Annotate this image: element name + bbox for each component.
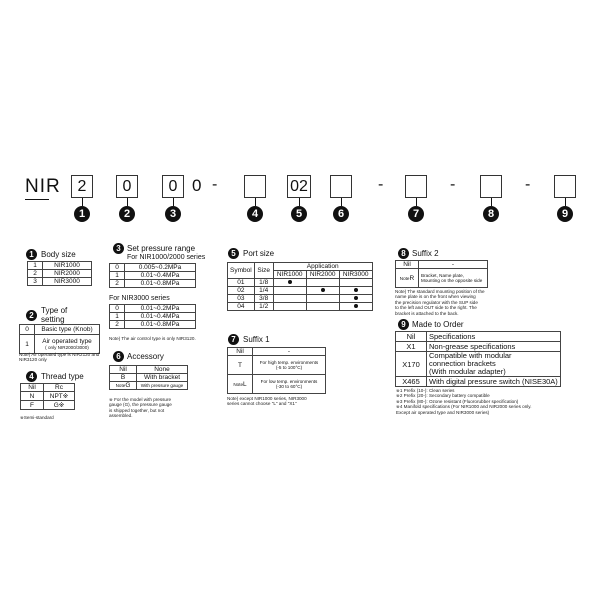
note-prefix: Note (115, 383, 126, 388)
cell: Nil (396, 332, 427, 342)
section-marker-5: 5 (228, 248, 239, 259)
table-row (110, 366, 188, 374)
marker-4: 4 (247, 206, 263, 222)
cell-application (339, 295, 372, 303)
cell: 0.01~0.4MPa (125, 313, 196, 321)
connector-line (299, 198, 300, 206)
cell: For high temp. environments (-5 to 100°C) (253, 356, 326, 375)
cell-code: R (409, 274, 415, 282)
cell-application (306, 279, 339, 287)
marker-8: 8 (483, 206, 499, 222)
code-box-setting: 0 (116, 175, 138, 198)
cell: 0.01~0.4MPa (125, 272, 196, 280)
table-row (228, 356, 326, 375)
code-box-accessory (330, 175, 352, 198)
section-marker-1: 1 (26, 249, 37, 260)
cell: X170 (396, 352, 427, 377)
cell-code: G (125, 382, 131, 389)
cell-sub: ( only NIR2000/3000) (45, 345, 89, 350)
cell-application (339, 279, 372, 287)
pressure-table-2 (109, 304, 196, 329)
table-row (110, 313, 196, 321)
table-row (228, 279, 373, 287)
table-row (228, 295, 373, 303)
mto-title: Made to Order (412, 320, 464, 329)
section-marker-3: 3 (113, 243, 124, 254)
prefix-underline (25, 199, 49, 200)
connector-line (127, 198, 128, 206)
section-marker-8: 8 (398, 248, 409, 259)
cell-symbol: 02 (228, 287, 255, 295)
setting-table (19, 324, 100, 354)
cell: 0.01~0.8MPa (125, 321, 196, 329)
cell: 1 (110, 313, 125, 321)
table-row (396, 261, 488, 269)
table-row (21, 401, 75, 410)
cell (396, 269, 419, 288)
cell-application (273, 279, 306, 287)
cell: 0 (110, 264, 125, 272)
header-app: NIR2000 (306, 271, 339, 279)
suffix2-table (395, 260, 488, 288)
cell (110, 382, 137, 390)
header-size: Size (254, 263, 273, 279)
cell-application (273, 287, 306, 295)
table-row (28, 262, 92, 270)
cell: - (419, 261, 488, 269)
code-box-suffix2 (480, 175, 502, 198)
pressure-subtitle-1: For NIR1000/2000 series (127, 254, 206, 261)
pressure-title: Set pressure range (127, 244, 196, 253)
connector-line (565, 198, 566, 206)
availability-dot (321, 288, 325, 292)
cell: NIR3000 (43, 278, 92, 286)
table-row (28, 270, 92, 278)
header-app: NIR1000 (273, 271, 306, 279)
cell: NPT※ (44, 392, 75, 401)
cell: 1 (110, 272, 125, 280)
table-row (20, 335, 100, 354)
code-fixed-digit: 0 (192, 176, 202, 195)
body-size-title: Body size (41, 250, 76, 259)
connector-line (82, 198, 83, 206)
code-dash: - (525, 176, 531, 193)
table-row (228, 375, 326, 394)
table-row (396, 342, 561, 352)
cell-size: 1/4 (254, 287, 273, 295)
thread-table (20, 383, 75, 410)
section-marker-4: 4 (26, 371, 37, 382)
section-marker-2: 2 (26, 310, 37, 321)
table-row (396, 269, 488, 288)
marker-2: 2 (119, 206, 135, 222)
cell-application (339, 303, 372, 311)
note-prefix: Note (233, 381, 244, 387)
table-row (110, 374, 188, 382)
pressure-table-1 (109, 263, 196, 288)
cell (35, 335, 100, 354)
marker-6: 6 (333, 206, 349, 222)
connector-line (255, 198, 256, 206)
cell: None (137, 366, 188, 374)
cell: Nil (228, 348, 253, 356)
table-row (28, 278, 92, 286)
table-row (110, 272, 196, 280)
table-row (396, 352, 561, 377)
cell: X465 (396, 377, 427, 387)
cell: With bracket (137, 374, 188, 382)
port-title: Port size (243, 249, 275, 258)
table-row (110, 264, 196, 272)
availability-dot (354, 304, 358, 308)
availability-dot (288, 280, 292, 284)
table-row (110, 305, 196, 313)
cell: Nil (21, 384, 44, 392)
cell: Basic type (Knob) (35, 325, 100, 335)
setting-note: Note) Air operated type is NIR2120 and NIR3120 only (19, 352, 100, 363)
cell-application (273, 295, 306, 303)
table-row (21, 384, 75, 392)
cell: For low temp. environments (-30 to 60°C) (253, 375, 326, 394)
cell: 2 (110, 321, 125, 329)
code-box-body-size: 2 (71, 175, 93, 198)
mto-table (395, 331, 561, 387)
thread-title: Thread type (41, 372, 84, 381)
accessory-title: Accessory (127, 352, 164, 361)
table-row (110, 382, 188, 390)
suffix2-note: Note) The standard mounting position of the name plate is on the front when viewing the precision regulator with the SUP side to the left and OUT side to the right. The bracket is attached to the back. (395, 289, 485, 316)
cell: 2 (28, 270, 43, 278)
table-row (228, 348, 326, 356)
cell: 1 (28, 262, 43, 270)
table-header-row (228, 263, 373, 271)
cell: Rc (44, 384, 75, 392)
accessory-note: ※ For the model with pressure gauge (G), the pressure gauge is shipped together, but not assembled. (109, 397, 172, 419)
thread-note: ※Semi-standard (20, 415, 54, 420)
table-row (396, 332, 561, 342)
code-box-port: 02 (287, 175, 311, 198)
code-box-made-to-order (554, 175, 576, 198)
section-marker-9: 9 (398, 319, 409, 330)
model-prefix: NIR (25, 176, 61, 197)
marker-5: 5 (291, 206, 307, 222)
cell-application (306, 303, 339, 311)
connector-line (491, 198, 492, 206)
cell: 0 (110, 305, 125, 313)
marker-7: 7 (408, 206, 424, 222)
port-table (227, 262, 373, 311)
setting-title: Type of setting (41, 306, 68, 324)
cell-application (273, 303, 306, 311)
cell: 2 (110, 280, 125, 288)
cell: With digital pressure switch (NISE30A) (427, 377, 561, 387)
suffix2-title: Suffix 2 (412, 249, 439, 258)
note-prefix: Note (399, 275, 410, 281)
cell: F (21, 401, 44, 410)
cell: Bracket, Name plate, Mounting on the opposite side (419, 269, 488, 288)
availability-dot (354, 288, 358, 292)
cell-application (306, 287, 339, 295)
code-dash: - (450, 176, 456, 193)
cell: X1 (396, 342, 427, 352)
cell-size: 1/2 (254, 303, 273, 311)
connector-line (341, 198, 342, 206)
pressure-note: Note) The air control type is only NIR3120. (109, 336, 196, 341)
cell: 0 (20, 325, 35, 335)
table-row (110, 280, 196, 288)
cell-application (339, 287, 372, 295)
connector-line (416, 198, 417, 206)
cell (228, 375, 253, 394)
cell: Nil (396, 261, 419, 269)
cell: N (21, 392, 44, 401)
cell-application (306, 295, 339, 303)
table-row (110, 321, 196, 329)
code-box-thread (244, 175, 266, 198)
code-dash: - (212, 176, 218, 193)
marker-1: 1 (74, 206, 90, 222)
cell: 3 (28, 278, 43, 286)
code-box-pressure: 0 (162, 175, 184, 198)
suffix1-title: Suffix 1 (243, 335, 270, 344)
table-row (228, 303, 373, 311)
body-size-table (27, 261, 92, 286)
section-marker-7: 7 (228, 334, 239, 345)
cell: G※ (44, 401, 75, 410)
cell: T (228, 356, 253, 375)
header-application: Application (273, 263, 372, 271)
cell: Nil (110, 366, 137, 374)
cell-size: 1/8 (254, 279, 273, 287)
marker-3: 3 (165, 206, 181, 222)
cell-main: Air operated type (42, 338, 92, 345)
cell: NIR1000 (43, 262, 92, 270)
cell: 0.01~0.2MPa (125, 305, 196, 313)
table-row (396, 377, 561, 387)
header-app: NIR3000 (339, 271, 372, 279)
marker-9: 9 (557, 206, 573, 222)
table-row (21, 392, 75, 401)
cell-code: L (243, 380, 247, 388)
suffix1-table (227, 347, 326, 394)
table-row (20, 325, 100, 335)
cell: - (253, 348, 326, 356)
cell-symbol: 03 (228, 295, 255, 303)
code-dash: - (378, 176, 384, 193)
cell: 0.005~0.2MPa (125, 264, 196, 272)
accessory-table (109, 365, 188, 390)
cell: B (110, 374, 137, 382)
cell: Non-grease specifications (427, 342, 561, 352)
table-row (228, 287, 373, 295)
cell: Compatible with modular connection brackets (With modular adapter) (427, 352, 561, 377)
availability-dot (354, 296, 358, 300)
pressure-subtitle-2: For NIR3000 series (109, 295, 170, 302)
connector-line (173, 198, 174, 206)
cell-symbol: 04 (228, 303, 255, 311)
cell: Specifications (427, 332, 561, 342)
cell-size: 3/8 (254, 295, 273, 303)
cell: 0.01~0.8MPa (125, 280, 196, 288)
section-marker-6: 6 (113, 351, 124, 362)
cell-symbol: 01 (228, 279, 255, 287)
cell: 1 (20, 335, 35, 354)
header-symbol: Symbol (228, 263, 255, 279)
suffix1-note: Note) except NIR1000 series, NIR3000 series cannot choose "L" and "X1" (227, 396, 307, 407)
cell: NIR2000 (43, 270, 92, 278)
mto-notes: ※1 Prefix (10-): Clean series ※2 Prefix (20-): Secondary battery compatible ※3 Prefix (80-): Ozone resistant (Fluororubber specification) ※4 Manifold specifications (For NIR1000 and NIR2000 series only. Except air operated type and NIR3000 series) (396, 388, 532, 415)
cell: With pressure gauge (137, 382, 188, 390)
code-box-suffix1 (405, 175, 427, 198)
